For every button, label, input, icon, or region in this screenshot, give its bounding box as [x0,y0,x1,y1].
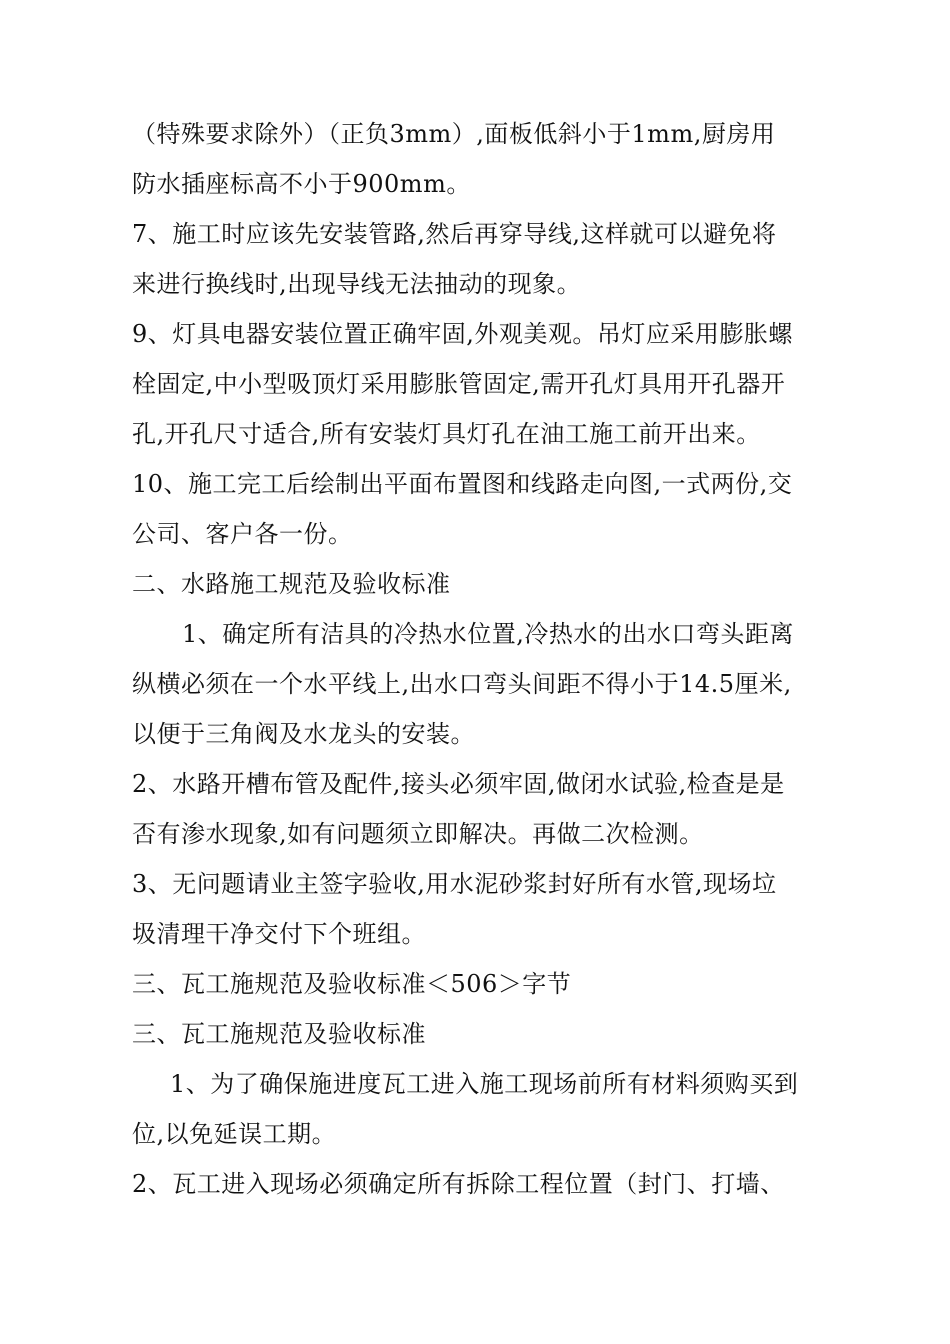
text-line: 来进行换线时,出现导线无法抽动的现象。 [132,270,582,298]
text-line: 纵横必须在一个水平线上,出水口弯头间距不得小于14.5厘米, [132,670,792,698]
text-line: 7、施工时应该先安装管路,然后再穿导线,这样就可以避免将 [132,220,777,248]
text-line: （特殊要求除外）（正负3mm）,面板低斜小于1mm,厨房用 [132,120,776,148]
text-line: 公司、客户各一份。 [132,520,353,548]
text-line: 2、瓦工进入现场必须确定所有拆除工程位置（封门、打墙、 [132,1170,785,1198]
text-line: 2、水路开槽布管及配件,接头必须牢固,做闭水试验,检查是是 [132,770,785,798]
section-heading: 二、水路施工规范及验收标准 [132,570,451,598]
text-line: 9、灯具电器安装位置正确牢固,外观美观。吊灯应采用膨胀螺 [132,320,793,348]
text-line: 以便于三角阀及水龙头的安装。 [132,720,475,748]
text-line: 防水插座标高不小于900mm。 [132,170,471,198]
text-line: 3、无问题请业主签字验收,用水泥砂浆封好所有水管,现场垃 [132,870,777,898]
text-line: 10、施工完工后绘制出平面布置图和线路走向图,一式两份,交 [132,470,793,498]
text-line: 位,以免延误工期。 [132,1120,337,1148]
section-heading: 三、瓦工施规范及验收标准＜506＞字节 [132,970,572,998]
text-line: 1、确定所有洁具的冷热水位置,冷热水的出水口弯头距离 [182,620,794,648]
section-heading: 三、瓦工施规范及验收标准 [132,1020,426,1048]
text-line: 圾清理干净交付下个班组。 [132,920,426,948]
text-line: 否有渗水现象,如有问题须立即解决。再做二次检测。 [132,820,704,848]
text-line: 栓固定,中小型吸顶灯采用膨胀管固定,需开孔灯具用开孔器开 [132,370,786,398]
text-line: 孔,开孔尺寸适合,所有安装灯具灯孔在油工施工前开出来。 [132,420,761,448]
text-line: 1、为了确保施进度瓦工进入施工现场前所有材料须购买到 [170,1070,799,1098]
